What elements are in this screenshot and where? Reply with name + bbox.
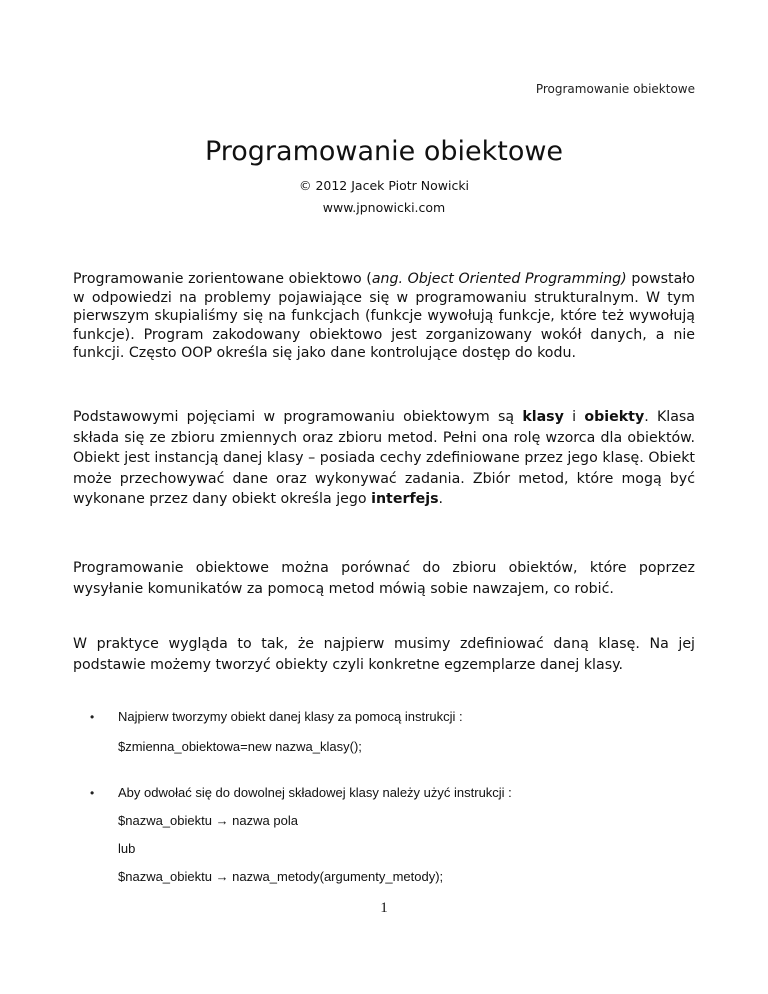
intro-text-start: Programowanie zorientowane obiektowo ( — [73, 271, 372, 287]
paragraph-comparison: Programowanie obiektowe można porównać do zbioru obiektów, które poprzez wysyłanie komunikatów za pomocą metod mówią sobie nawzajem, co robić. — [73, 560, 695, 597]
code-access-method: $nazwa_obiektu → nazwa_metody(argumenty_metody); — [118, 869, 444, 884]
term-klasy: klasy — [522, 409, 564, 425]
alternative-word: lub — [118, 841, 136, 856]
term-obiekty: obiekty — [584, 409, 645, 425]
term-interfejs: interfejs — [371, 491, 439, 507]
paragraph-intro — [73, 270, 695, 363]
running-header: Programowanie obiektowe — [535, 82, 695, 96]
intro-english-term: ang. Object Oriented Programming) — [371, 271, 627, 287]
list-item-access-member: Aby odwołać się do dowolnej składowej klasy należy użyć instrukcji : — [118, 785, 512, 800]
bullet-point: • — [90, 786, 95, 800]
paragraph-practice: W praktyce wygląda to tak, że najpierw musimy zdefiniować daną klasę. Na jej podstawie możemy tworzyć obiekty czyli konkretne egzemplarze danej klasy. — [73, 636, 695, 673]
page-number: 1 — [380, 900, 388, 916]
document-title: Programowanie obiektowe — [204, 136, 564, 167]
code-create-object: $zmienna_obiektowa=new nazwa_klasy(); — [118, 739, 362, 754]
bullet-point: • — [90, 710, 95, 724]
intro-text-end: powstało w odpowiedzi na problemy pojawiające się w programowaniu strukturalnym. W tym pierwszym skupialiśmy się na funkcjach (funkcje wywołują funkcje, które też wywołują funkcje). Program zakodowany obiektowo jest zorganizowany wokół danych, a nie funkcji. Często OOP określa się jako dane kontrolujące dostęp do kodu. — [73, 271, 695, 362]
website-link[interactable]: www.jpnowicki.com — [322, 200, 446, 215]
list-item-create-object: Najpierw tworzymy obiekt danej klasy za pomocą instrukcji : — [118, 709, 463, 724]
copyright-line: © 2012 Jacek Piotr Nowicki — [298, 178, 470, 193]
concepts-text-middle: . Klasa składa się ze zbioru zmiennych oraz zbioru metod. Pełni ona rolę wzorca dla obiektów. Obiekt jest instancją danej klasy – posiada cechy zdefiniowane przez jego klasę. Obiekt może przechowywać dane oraz wykonywać zadania. Zbiór metod, które mogą być wykonane przez dany obiekt określa jego — [73, 409, 695, 507]
concepts-conjunction: i — [563, 409, 585, 425]
concepts-text-start: Podstawowymi pojęciami w programowaniu obiektowym są — [73, 409, 523, 425]
paragraph-concepts — [73, 407, 695, 510]
concepts-text-end: . — [438, 491, 444, 507]
code-access-field: $nazwa_obiektu → nazwa pola — [118, 813, 298, 828]
